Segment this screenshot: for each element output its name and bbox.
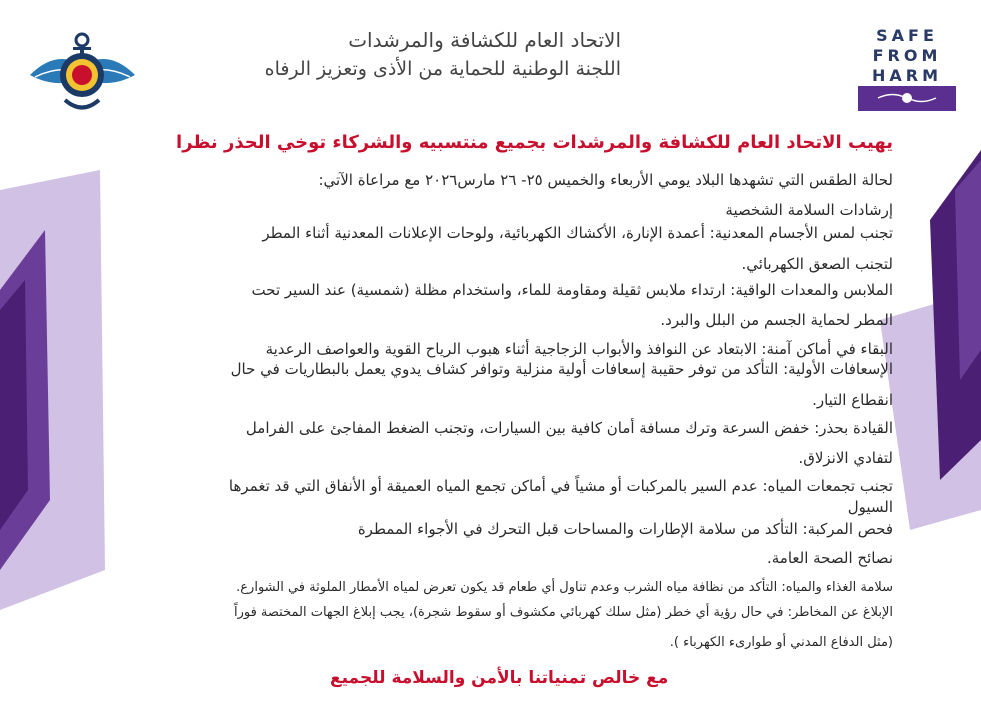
advice-safe-places: البقاء في أماكن آمنة: الابتعاد عن النوافذ والأبواب الزجاجية أثناء هبوب الرياح القوية والعواصف الرعدية <box>265 340 893 358</box>
advice-metal-objects-cont: لتجنب الصعق الكهربائي. <box>741 255 893 273</box>
advice-protective-clothing-cont: المطر لحماية الجسم من البلل والبرد. <box>660 311 893 329</box>
advice-report-hazards: الإبلاغ عن المخاطر: في حال رؤية أي خطر (مثل سلك كهربائي مكشوف أو سقوط شجرة)، يجب إبلاغ الجهات المختصة فوراً <box>233 605 893 620</box>
advice-water-pooling-cont: السيول <box>847 498 893 516</box>
logo-word-harm: HARM <box>871 66 942 85</box>
advice-first-aid: الإسعافات الأولية: التأكد من توفر حقيبة إسعافات أولية منزلية وتوافر كشاف يدوي يعمل بالبطاريات في حال <box>230 360 893 378</box>
logo-word-safe: SAFE <box>876 26 938 45</box>
advice-report-hazards-cont: (مثل الدفاع المدني أو طوارىء الكهرباء ). <box>669 635 893 650</box>
org-title: الاتحاد العام للكشافة والمرشدات <box>348 28 621 52</box>
logo-word-from: FROM <box>872 46 942 65</box>
section-heading-personal-safety: إرشادات السلامة الشخصية <box>725 201 893 219</box>
section-heading-public-health: نصائح الصحة العامة. <box>766 549 893 567</box>
advice-careful-driving-cont: لتفادي الانزلاق. <box>798 449 893 467</box>
alert-heading: يهيب الاتحاد العام للكشافة والمرشدات بجميع منتسبيه والشركاء توخي الحذر نظرا <box>176 132 893 153</box>
closing-wishes: مع خالص تمنياتنا بالأمن والسلامة للجميع <box>330 668 669 688</box>
advice-first-aid-cont: انقطاع التيار. <box>812 391 893 409</box>
advice-water-pooling: تجنب تجمعات المياه: عدم السير بالمركبات أو مشياً في أماكن تجمع المياه العميقة أو الأنفاق التي قد تغمرها <box>228 477 893 495</box>
committee-title: اللجنة الوطنية للحماية من الأذى وتعزيز الرفاه <box>264 58 621 80</box>
intro-line: لحالة الطقس التي تشهدها البلاد يومي الأربعاء والخميس ٢٥- ٢٦ مارس٢٠٢٦ مع مراعاة الآتي: <box>318 171 893 189</box>
advice-food-water: سلامة الغذاء والمياه: التأكد من نظافة مياه الشرب وعدم تناول أي طعام قد يكون تعرض لمياه الأمطار الملوثة في الشوارع. <box>236 580 893 595</box>
advice-protective-clothing: الملابس والمعدات الواقية: ارتداء ملابس ثقيلة ومقاومة للماء، واستخدام مظلة (شمسية) عند السير تحت <box>251 281 893 299</box>
advice-careful-driving: القيادة بحذر: خفض السرعة وترك مسافة أمان كافية بين السيارات، وتجنب الضغط المفاجئ على الفرامل <box>245 419 893 437</box>
logo-purple-band <box>858 86 956 111</box>
advice-metal-objects: تجنب لمس الأجسام المعدنية: أعمدة الإنارة، الأكشاك الكهربائية، ولوحات الإعلانات المعدنية أثناء المطر <box>262 224 893 242</box>
advice-vehicle-check: فحص المركبة: التأكد من سلامة الإطارات والمساحات قبل التحرك في الأجواء الممطرة <box>357 520 893 538</box>
scouts-emblem-logo <box>25 20 140 120</box>
fleur-de-lis-icon <box>858 86 956 111</box>
left-decoration <box>0 170 110 610</box>
safe-from-harm-logo <box>858 24 956 111</box>
